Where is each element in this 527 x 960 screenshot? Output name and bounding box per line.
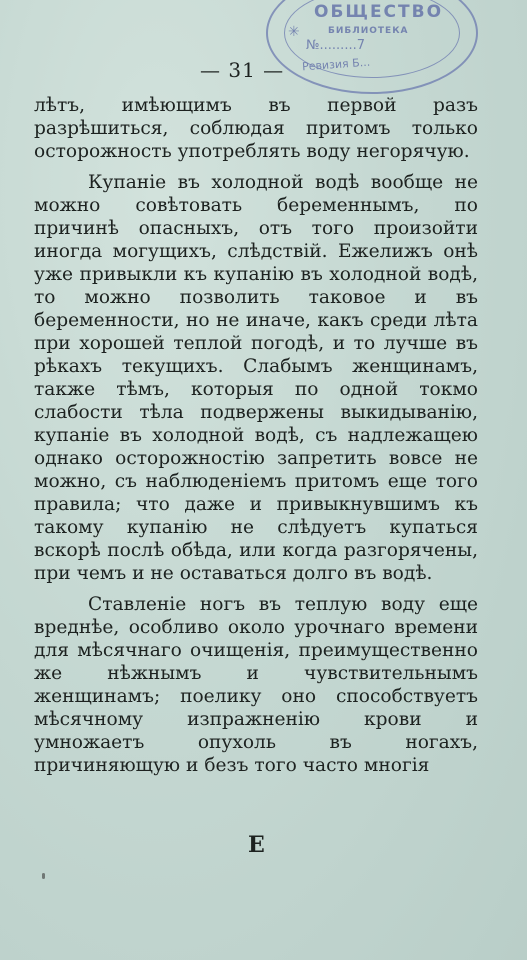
stamp-line-2: БИБЛИОТЕКА xyxy=(328,26,409,36)
paragraph: Купаніе въ холодной водѣ вообще не можно совѣтовать беременнымъ, по причинѣ опасныхъ, отъ того произойти иногда могущихъ, слѣдствій. Ежелижъ онѣ уже привыкли къ купанію въ холодной водѣ, то можно позволить таковое и въ беременности, но не иначе, какъ среди лѣта при хорошей теплой погодѣ, и то лучше въ рѣкахъ текущихъ. Слабымъ женщинамъ, также тѣмъ, которыя по одной токмо слабости тѣла подвержены выкидыванію, купаніе въ холодной водѣ, съ надлежащею однако осторожностію запретить вовсе не можно, съ наблюденіемъ притомъ еще того правила; что даже и привыкнувшимъ къ такому купанію не слѣдуетъ купаться вскорѣ послѣ обѣда, или когда разгорячены, при чемъ и не оставаться долго въ водѣ. xyxy=(34,172,478,584)
star-icon: ✳ xyxy=(288,24,300,40)
stamp-line-4: Ревизия Б... xyxy=(301,55,371,74)
page-number: — 31 — xyxy=(200,58,285,82)
body-text xyxy=(34,94,478,777)
stamp-line-1: ОБЩЕСТВО xyxy=(314,2,444,22)
library-stamp xyxy=(266,0,478,94)
ink-blot xyxy=(42,873,45,879)
signature-mark: Е xyxy=(248,832,265,858)
stamp-line-3: №.........7 xyxy=(306,38,365,53)
paragraph: лѣтъ, имѣющимъ въ первой разъ разрѣшиться, соблюдая притомъ только осторожность употреблять воду негорячую. xyxy=(34,95,478,162)
paragraph: Ставленіе ногъ въ теплую воду еще вреднѣе, особливо около урочнаго времени для мѣсячнаго очищенія, преимущественно же нѣжнымъ и чувствительнымъ женщинамъ; поелику оно способствуетъ мѣсячному изпражненію крови и умножаетъ опухоль въ ногахъ, причиняющую и безъ того часто многія xyxy=(34,594,478,776)
